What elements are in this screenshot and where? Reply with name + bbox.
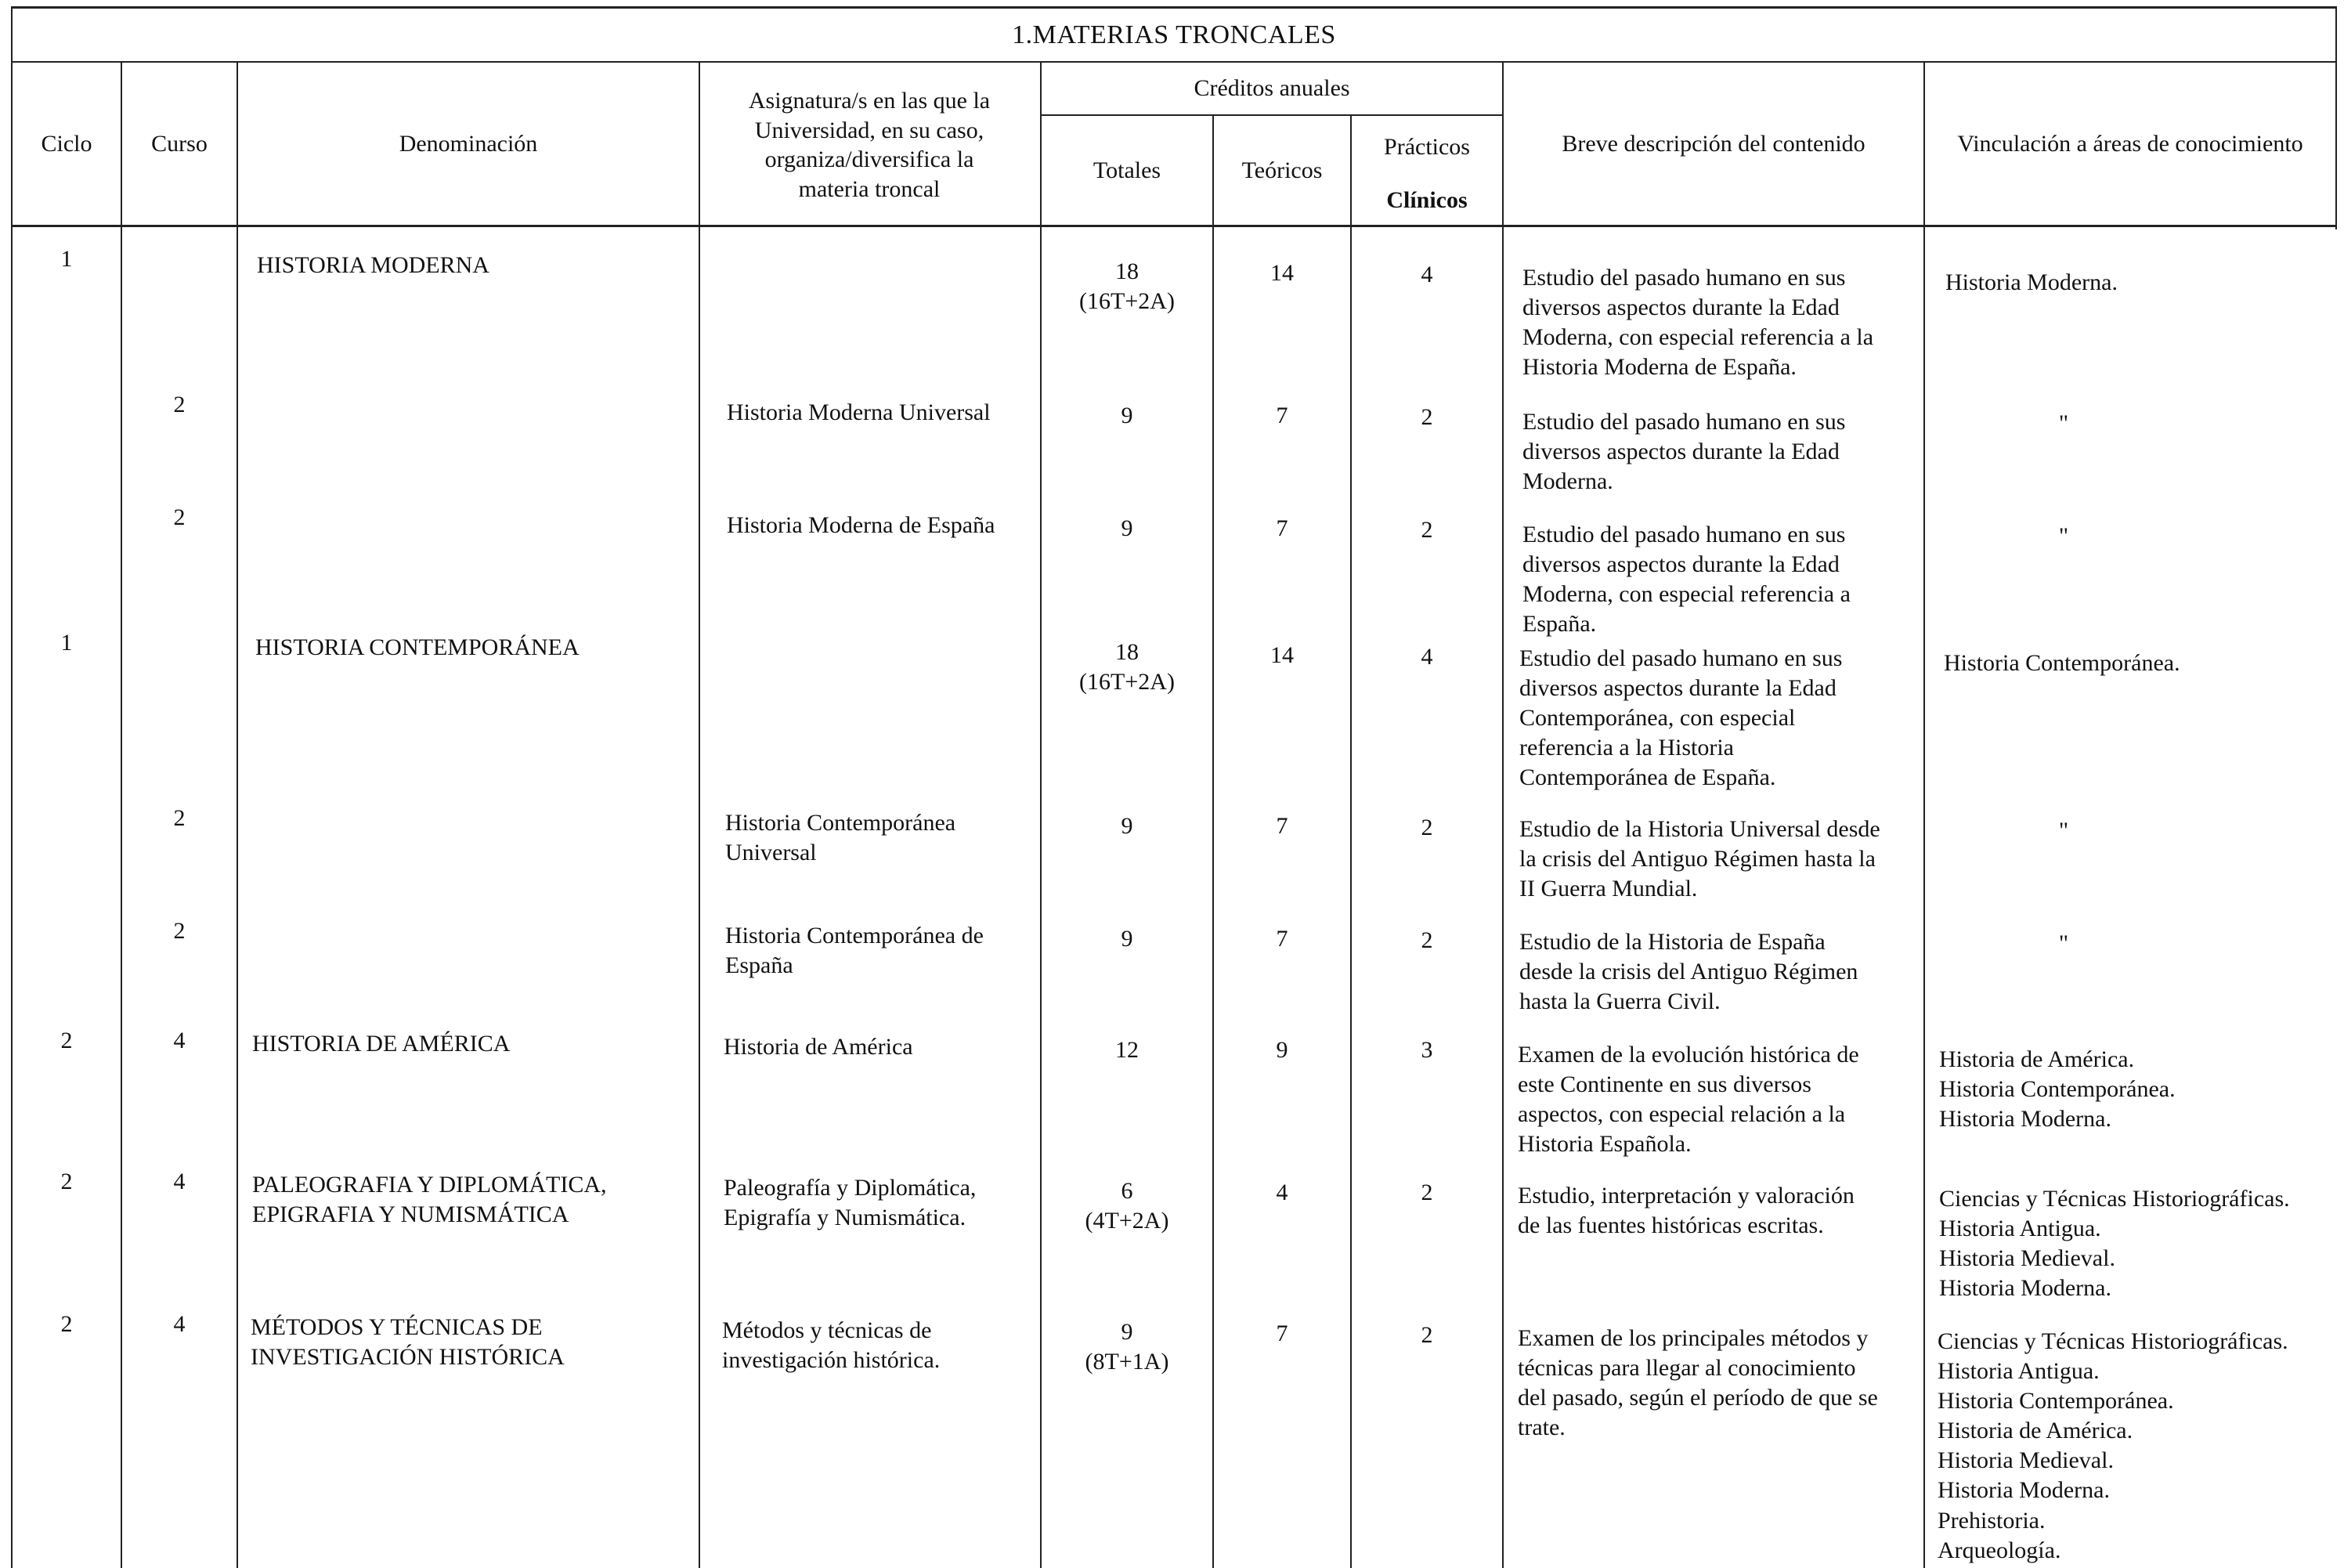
header-vinculacion: Vinculación a áreas de conocimiento [1957,130,2303,157]
row7-vinculacion: Historia de América. Historia Contemporánea. Historia Moderna. [1939,1046,2176,1133]
row9-denominacion: MÉTODOS Y TÉCNICAS DE INVESTIGACIÓN HISTÓRICA [251,1314,565,1371]
row2-asignatura: Historia Moderna Universal [727,399,991,425]
row5-teoricos: 7 [1276,813,1288,839]
row1-ciclo: 1 [60,246,73,272]
row9-descripcion: Examen de los principales métodos y técnicas para llegar al conocimiento del pasado, según el período de que se trate. [1518,1325,1878,1441]
header-clinicos: Clínicos [1386,187,1468,214]
row3-descripcion: Estudio del pasado humano en sus diversos aspectos durante la Edad Moderna, con especial referencia a España. [1522,522,1851,638]
header-denominacion: Denominación [399,130,538,157]
header-curso: Curso [151,130,208,157]
row6-practicos: 2 [1421,927,1433,953]
row5-descripcion: Estudio de la Historia Universal desde la crisis del Antiguo Régimen hasta la II Guerra Mundial. [1519,816,1880,902]
row3-teoricos: 7 [1276,515,1288,541]
row7-asignatura: Historia de América [724,1034,913,1060]
row5-vinculacion: " [2058,818,2069,844]
row1-descripcion: Estudio del pasado humano en sus diversos aspectos durante la Edad Moderna, con especial referencia a la Historia Moderna de España. [1522,265,1874,381]
header-asignaturas: Asignatura/s en las que la Universidad, en su caso, organiza/diversifica la materia troncal [748,88,991,202]
col-sep-curso [237,63,238,1568]
row8-denominacion: PALEOGRAFIA Y DIPLOMÁTICA, EPIGRAFIA Y NUMISMÁTICA [252,1172,607,1228]
row7-ciclo: 2 [60,1028,73,1053]
row8-descripcion: Estudio, interpretación y valoración de las fuentes históricas escritas. [1518,1183,1855,1239]
row8-practicos: 2 [1421,1180,1433,1205]
row5-practicos: 2 [1421,815,1433,840]
row2-practicos: 2 [1421,404,1433,430]
row1-totales: 18 (16T+2A) [1079,258,1175,315]
row7-descripcion: Examen de la evolución histórica de este Continente en sus diversos aspectos, con especial relación a la Historia Española. [1518,1042,1859,1158]
row1-practicos: 4 [1421,262,1433,287]
row8-totales: 6 (4T+2A) [1085,1178,1169,1234]
header-creditos: Créditos anuales [1194,75,1350,102]
row7-practicos: 3 [1421,1037,1433,1063]
row4-practicos: 4 [1421,644,1433,670]
col-sep-descripcion [1923,63,1925,1568]
row4-vinculacion: Historia Contemporánea. [1944,650,2180,676]
row9-practicos: 2 [1421,1322,1433,1348]
row9-vinculacion: Ciencias y Técnicas Historiográficas. Historia Antigua. Historia Contemporánea. Historia de América. Historia Medieval. Historia Moderna. Prehistoria. Arqueología. [1938,1328,2288,1563]
row7-totales: 12 [1115,1037,1139,1063]
header-teoricos: Teóricos [1241,157,1323,183]
row2-totales: 9 [1121,403,1133,428]
row3-totales: 9 [1121,515,1133,541]
row2-curso: 2 [173,392,186,417]
row3-asignatura: Historia Moderna de España [727,512,995,538]
row6-teoricos: 7 [1276,926,1288,952]
row6-vinculacion: " [2058,930,2069,956]
row6-totales: 9 [1121,926,1133,952]
row1-teoricos: 14 [1270,260,1294,286]
row8-teoricos: 4 [1276,1180,1288,1205]
row3-curso: 2 [173,504,186,530]
col-sep-denominacion [699,63,700,1568]
row8-vinculacion: Ciencias y Técnicas Historiográficas. Historia Antigua. Historia Medieval. Historia Moderna. [1939,1186,2290,1302]
row2-descripcion: Estudio del pasado humano en sus diversos aspectos durante la Edad Moderna. [1522,409,1846,495]
row9-totales: 9 (8T+1A) [1085,1319,1169,1375]
row3-vinculacion: " [2058,523,2069,549]
row2-vinculacion: " [2058,410,2069,436]
row9-curso: 4 [173,1311,186,1337]
row4-totales: 18 (16T+2A) [1079,639,1175,695]
header-totales: Totales [1093,157,1161,183]
row9-teoricos: 7 [1276,1321,1288,1346]
row4-teoricos: 14 [1270,642,1294,668]
table-title: 1.MATERIAS TRONCALES [1012,20,1336,49]
row8-curso: 4 [173,1169,186,1194]
row8-asignatura: Paleografía y Diplomática, Epigrafía y Numismática. [724,1175,977,1231]
row1-denominacion: HISTORIA MODERNA [257,252,489,278]
header-bottom-border [11,225,2337,227]
header-practicos: Prácticos [1384,134,1470,161]
col-sep-practicos [1502,63,1504,1568]
row7-denominacion: HISTORIA DE AMÉRICA [252,1031,511,1057]
header-descripcion: Breve descripción del contenido [1562,130,1865,157]
row5-asignatura: Historia Contemporánea Universal [725,810,956,866]
row7-curso: 4 [173,1028,186,1053]
row7-teoricos: 9 [1276,1037,1288,1063]
row6-asignatura: Historia Contemporánea de España [725,923,984,979]
row1-vinculacion: Historia Moderna. [1945,269,2118,295]
row3-practicos: 2 [1421,517,1433,543]
row6-curso: 2 [173,918,186,944]
row4-denominacion: HISTORIA CONTEMPORÁNEA [255,634,580,660]
row6-descripcion: Estudio de la Historia de España desde la crisis del Antiguo Régimen hasta la Guerra Civil. [1519,929,1858,1015]
col-sep-totales [1212,115,1214,1568]
row9-ciclo: 2 [60,1311,73,1337]
row2-teoricos: 7 [1276,403,1288,428]
row9-asignatura: Métodos y técnicas de investigación histórica. [722,1317,941,1374]
header-ciclo: Ciclo [41,130,92,157]
row4-descripcion: Estudio del pasado humano en sus diversos aspectos durante la Edad Contemporánea, con especial referencia a la Historia Contemporánea de España. [1519,645,1843,791]
row8-ciclo: 2 [60,1169,73,1194]
row5-totales: 9 [1121,813,1133,839]
row4-ciclo: 1 [60,630,73,656]
row5-curso: 2 [173,805,186,831]
